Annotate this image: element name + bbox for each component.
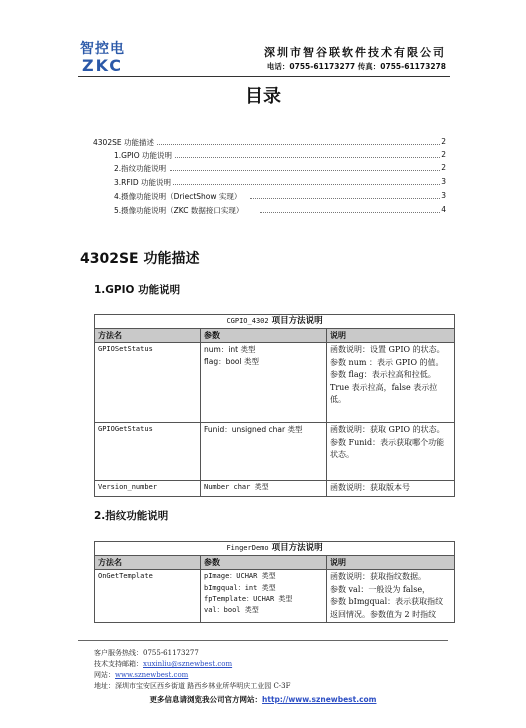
- official-site-link[interactable]: http://www.sznewbest.com: [262, 695, 377, 704]
- table-row: [95, 423, 455, 481]
- column-header: 方法名: [95, 329, 201, 343]
- subsection-heading-gpio: 1.GPIO 功能说明: [94, 284, 181, 296]
- toc-entry[interactable]: [0, 163, 526, 175]
- table-row: [95, 570, 455, 623]
- table-row: [95, 481, 455, 497]
- footer-support: 技术支持邮箱：xuxinliu@sznewbest.com: [94, 660, 233, 668]
- footer-website: 网站：www.sznewbest.com: [94, 671, 189, 679]
- toc-entry-page: 3: [441, 177, 446, 186]
- toc-entry-page: 3: [441, 191, 446, 200]
- toc-entry[interactable]: [0, 150, 526, 162]
- table-caption: CGPIO_4302 项目方法说明: [95, 315, 455, 329]
- toc-entry-text: 5.摄像功能说明（ZKC 数据接口实现）: [114, 206, 244, 215]
- toc-title: 目录: [245, 86, 281, 107]
- toc-entry-page: 2: [441, 150, 446, 159]
- toc-entry-page: 2: [441, 137, 446, 146]
- footer-more-info: 更多信息请浏览我公司官方网站：http://www.sznewbest.com: [149, 695, 377, 704]
- column-header: 参数: [201, 556, 327, 570]
- subsection-heading-fingerprint: 2.指纹功能说明: [94, 510, 169, 522]
- company-logo-text: ZKC: [82, 56, 124, 75]
- method-name: Version_number: [95, 481, 201, 497]
- toc-entry[interactable]: [0, 205, 526, 217]
- toc-entry-text: 2.指纹功能说明: [114, 164, 167, 173]
- footer-hotline: 客户服务热线：0755-61173277: [94, 649, 199, 657]
- toc-entry-text: 1.GPIO 功能说明: [114, 151, 172, 160]
- method-description: 函数说明：获取指纹数据。 参数 val：一般设为 false， 参数 bImgqual：表示获取指纹 返回情况。参数值为 2 时指纹: [327, 570, 455, 623]
- toc-entry-page: 4: [441, 205, 446, 214]
- method-params: Number char 类型: [201, 481, 327, 497]
- toc-entry-text: 4302SE 功能描述: [93, 138, 154, 147]
- section-heading: 4302SE 功能描述: [80, 251, 200, 267]
- toc-entry-text: 4.摄像功能说明（DriectShow 实现）: [114, 192, 242, 201]
- toc-entry[interactable]: [0, 191, 526, 203]
- website-link[interactable]: www.sznewbest.com: [115, 671, 189, 679]
- method-description: 函数说明：获取 GPIO 的状态。 参数 Funid：表示获取哪个功能状态。: [327, 423, 455, 481]
- toc-entry[interactable]: [0, 177, 526, 189]
- toc-entry[interactable]: [0, 137, 526, 149]
- support-email-link[interactable]: xuxinliu@sznewbest.com: [143, 660, 233, 668]
- gpio-methods-table: [94, 314, 455, 497]
- table-header-row: [95, 556, 455, 570]
- toc-entry-page: 2: [441, 163, 446, 172]
- table-header-row: [95, 329, 455, 343]
- method-params: Funid：unsigned char 类型: [201, 423, 327, 481]
- method-name: OnGetTemplate: [95, 570, 201, 623]
- method-name: GPIOGetStatus: [95, 423, 201, 481]
- column-header: 说明: [327, 556, 455, 570]
- company-logo: 智控电: [80, 41, 125, 57]
- table-row: [95, 343, 455, 423]
- method-description: 函数说明：设置 GPIO 的状态。 参数 num ：表示 GPIO 的值。 参数 flag：表示拉高和拉低。 True 表示拉高，false 表示拉低。: [327, 343, 455, 423]
- company-name: 深圳市智谷联软件技术有限公司: [264, 46, 446, 59]
- method-params: num：int 类型 flag：bool 类型: [201, 343, 327, 423]
- footer-address: 地址：深圳市宝安区西乡街道 路西乡林业所华明庆工业园 C-3F: [94, 682, 291, 690]
- table-caption: FingerDemo 项目方法说明: [95, 542, 455, 556]
- column-header: 参数: [201, 329, 327, 343]
- toc-entry-text: 3.RFID 功能说明: [114, 178, 172, 187]
- header-divider: [78, 76, 450, 77]
- method-description: 函数说明：获取版本号: [327, 481, 455, 497]
- column-header: 方法名: [95, 556, 201, 570]
- company-phone: 电话：0755-61173277 传真：0755-61173278: [266, 62, 446, 71]
- footer-divider: [78, 640, 448, 641]
- method-params: pImage：UCHAR 类型 bImgqual：int 类型 fpTemplate：UCHAR 类型 val：bool 类型: [201, 570, 327, 623]
- finger-methods-table: [94, 541, 455, 623]
- method-name: GPIOSetStatus: [95, 343, 201, 423]
- column-header: 说明: [327, 329, 455, 343]
